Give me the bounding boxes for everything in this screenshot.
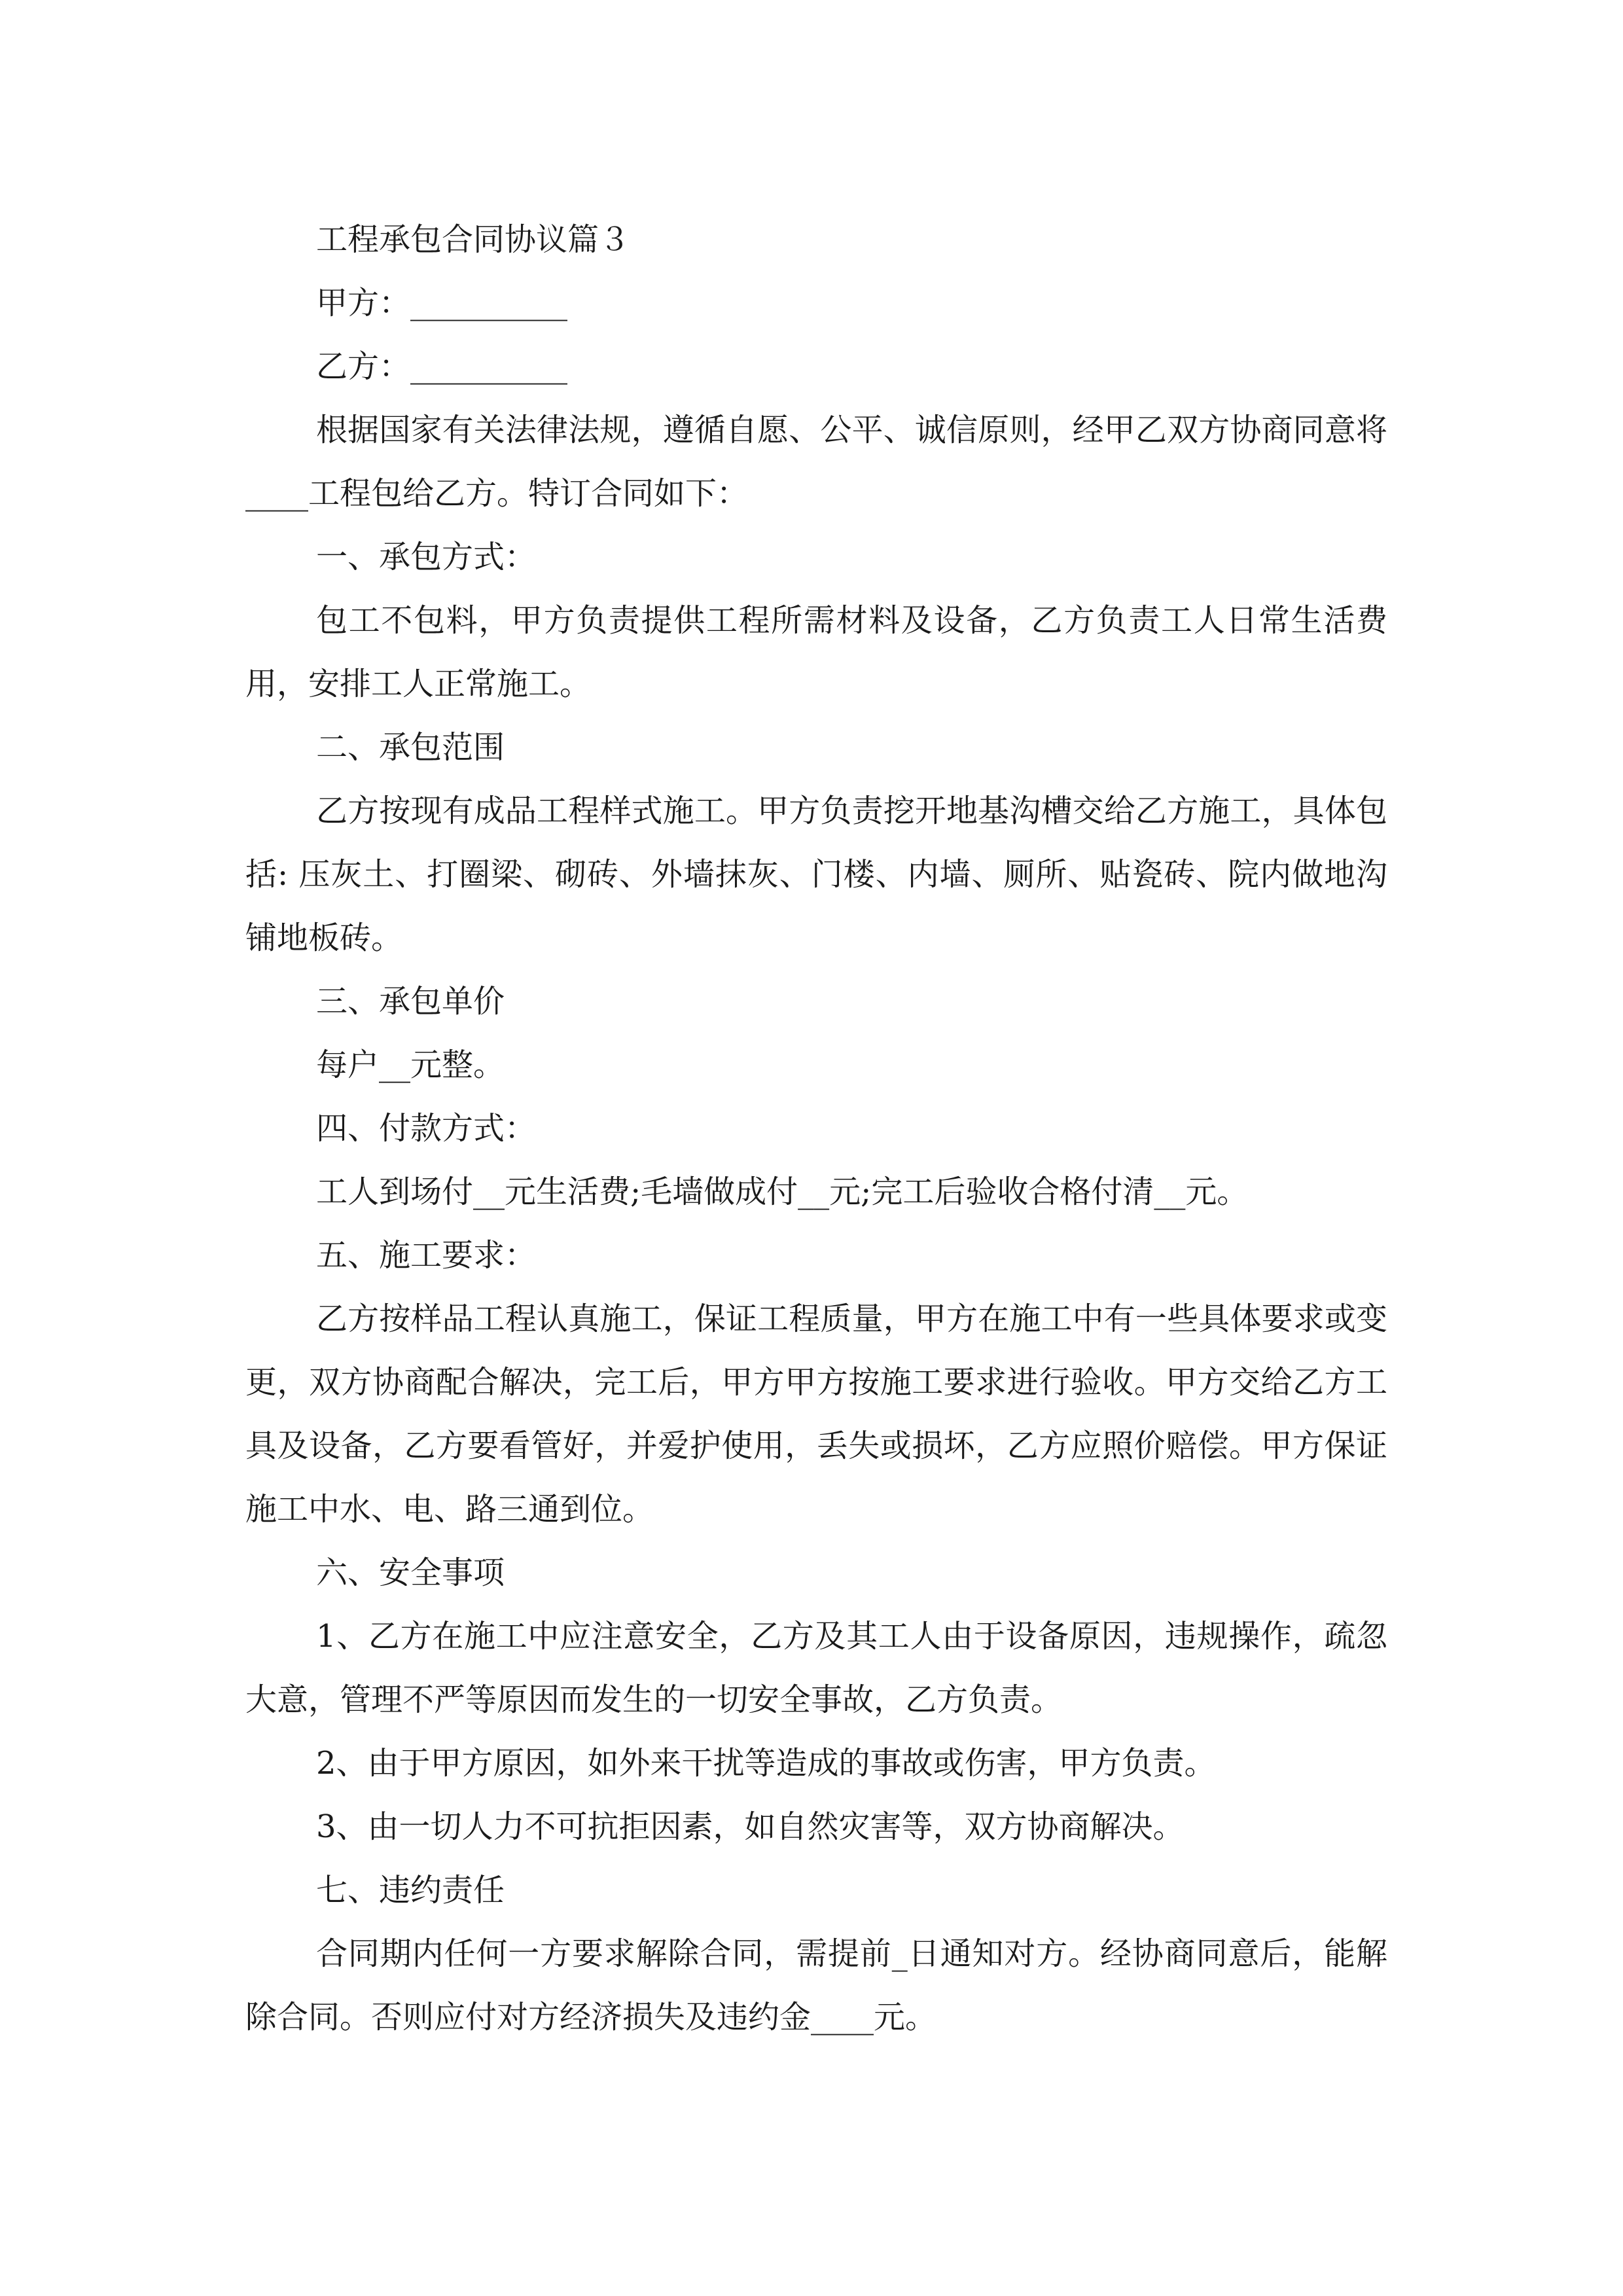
section-heading-2: 二、承包范围 xyxy=(316,729,505,766)
section-body-3: 每户__元整。 xyxy=(316,1047,505,1083)
section-heading-7: 七、违约责任 xyxy=(316,1872,505,1909)
safety-item-1: 1、乙方在施工中应注意安全，乙方及其工人由于设备原因，违规操作，疏忽大意，管理不严等原因而发生的一切安全事故，乙方负责。 xyxy=(245,1618,1387,1718)
document-body xyxy=(245,208,1387,2049)
section-heading-5: 五、施工要求： xyxy=(316,1237,537,1274)
section-body-7: 合同期内任何一方要求解除合同，需提前_日通知对方。经协商同意后，能解除合同。否则应付对方经济损失及违约金____元。 xyxy=(245,1935,1387,2036)
section-body-5: 乙方按样品工程认真施工，保证工程质量，甲方在施工中有一些具体要求或变更，双方协商配合解决，完工后，甲方甲方按施工要求进行验收。甲方交给乙方工具及设备，乙方要看管好，并爱护使用，丢失或损坏，乙方应照价赔偿。甲方保证施工中水、电、路三通到位。 xyxy=(245,1300,1387,1528)
section-body-2: 乙方按现有成品工程样式施工。甲方负责挖开地基沟槽交给乙方施工，具体包括: 压灰土、打圈梁、砌砖、外墙抹灰、门楼、内墙、厕所、贴瓷砖、院内做地沟铺地板砖。 xyxy=(245,793,1387,956)
document-title: 工程承包合同协议篇３ xyxy=(316,221,631,258)
section-heading-3: 三、承包单价 xyxy=(316,983,505,1020)
section-heading-1: 一、承包方式： xyxy=(316,539,537,575)
section-heading-4: 四、付款方式： xyxy=(316,1110,537,1147)
party-a-line: 甲方：__________ xyxy=(316,285,568,321)
safety-item-2: 2、由于甲方原因，如外来干扰等造成的事故或伤害，甲方负责。 xyxy=(316,1745,1216,1782)
section-body-4: 工人到场付__元生活费;毛墙做成付__元;完工后验收合格付清__元。 xyxy=(316,1174,1249,1210)
safety-item-3: 3、由一切人力不可抗拒因素，如自然灾害等，双方协商解决。 xyxy=(316,1808,1185,1845)
preamble-paragraph: 根据国家有关法律法规，遵循自愿、公平、诚信原则，经甲乙双方协商同意将____工程包给乙方。特订合同如下： xyxy=(245,412,1387,512)
section-body-1: 包工不包料，甲方负责提供工程所需材料及设备，乙方负责工人日常生活费用，安排工人正常施工。 xyxy=(245,602,1387,702)
party-b-line: 乙方：__________ xyxy=(316,348,568,385)
section-heading-6: 六、安全事项 xyxy=(316,1554,505,1591)
